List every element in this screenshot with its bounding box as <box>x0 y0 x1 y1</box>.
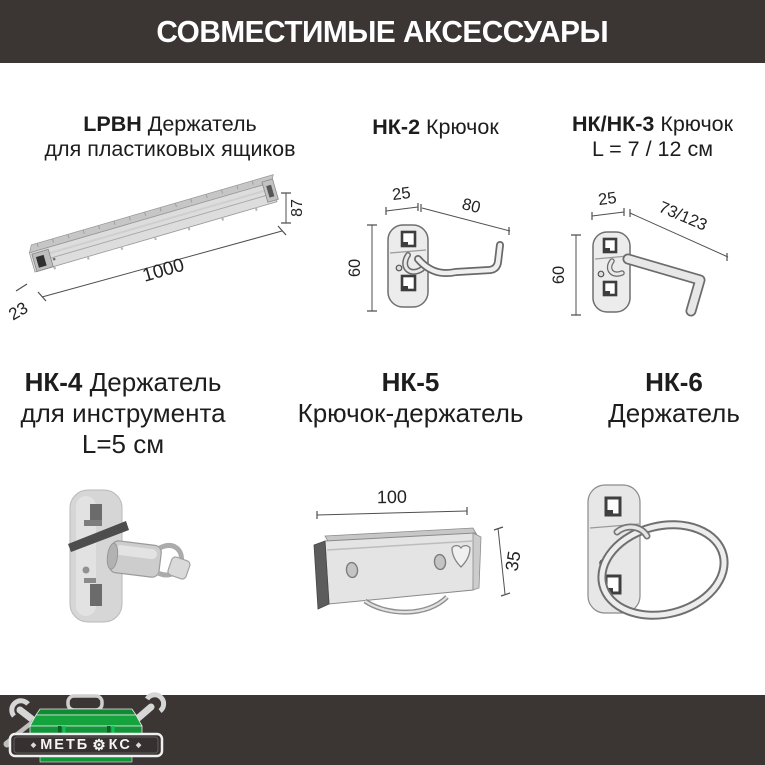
toolbox-icon <box>30 696 142 738</box>
product-title-lpbh <box>15 112 325 162</box>
dim-label-height: 87 <box>289 199 306 217</box>
holder-bar <box>314 528 481 612</box>
dim-label-height: 60 <box>346 258 364 278</box>
title-line <box>540 112 765 137</box>
model-name: НК-2 <box>372 115 421 139</box>
title-subtitle: для пластиковых ящиков <box>44 137 296 161</box>
type-name: Крючок-держатель <box>297 398 524 428</box>
brand-text-post: КС <box>108 737 132 753</box>
dimension-length <box>630 198 728 261</box>
model-name: НК-5 <box>381 367 440 397</box>
dim-label-length: 73/123 <box>656 198 710 235</box>
dim-label-length: 100 <box>376 486 408 508</box>
model-name: LPBH <box>83 112 142 136</box>
gear-icon: ⚙ <box>92 737 106 754</box>
title-line <box>338 115 533 140</box>
type-name: Крючок <box>660 112 734 136</box>
lpbh-rail-drawing <box>5 170 335 335</box>
model-name: НК-4 <box>24 367 83 397</box>
product-title-hk6 <box>553 367 765 429</box>
dimension-height <box>281 193 306 223</box>
dimension-length <box>317 487 467 519</box>
hk6-holder-drawing <box>575 470 740 640</box>
brand-name <box>10 734 162 756</box>
plate-slot-bottom <box>90 584 102 606</box>
dim-label-depth: 23 <box>5 298 32 325</box>
type-name: Держатель <box>147 112 257 136</box>
toolbox-lid <box>30 715 142 726</box>
dim-label-length: 80 <box>460 195 483 218</box>
page-title: СОВМЕСТИМЫЕ АКСЕССУАРЫ <box>156 13 609 49</box>
plate-hole <box>83 567 90 574</box>
dimension-height <box>346 225 377 311</box>
title-subtitle2: L=5 см <box>81 429 165 459</box>
hk4-holder-photo <box>48 480 193 635</box>
title-subtitle: L = 7 / 12 см <box>592 137 713 161</box>
dimension-height <box>494 527 525 596</box>
dimension-length <box>421 195 510 235</box>
type-name: Держатель <box>608 398 740 428</box>
title-line <box>2 367 244 398</box>
model-name: НК-6 <box>645 367 703 397</box>
plate-hole <box>396 265 402 271</box>
title-line <box>15 112 325 137</box>
hook-wire <box>418 245 500 273</box>
dim-label-height: 60 <box>550 265 568 285</box>
rail-body <box>27 175 281 275</box>
dim-label-width: 25 <box>597 188 618 210</box>
dimension-height <box>550 235 581 315</box>
type-name: Крючок <box>426 115 499 139</box>
brand-text-pre: МЕТБ <box>40 737 90 753</box>
model-name: НК/НК-3 <box>571 112 655 136</box>
product-title-hk4 <box>2 367 244 460</box>
dim-label-width: 25 <box>391 183 412 205</box>
hk2-hook-drawing <box>346 183 525 333</box>
product-title-hk5 <box>278 367 543 429</box>
type-name: Держатель <box>89 367 222 397</box>
header-bar <box>0 0 765 63</box>
hk3-hook-drawing <box>548 183 738 338</box>
toolbox-handle <box>68 696 102 710</box>
title-subtitle: для инструмента <box>20 398 226 428</box>
dimension-width <box>592 189 624 220</box>
product-title-hk2 <box>338 115 533 140</box>
diamond-icon: ◆ <box>135 742 142 749</box>
plate-hole <box>598 271 604 277</box>
dimension-width <box>386 184 418 215</box>
hook-bar <box>628 259 700 311</box>
hk5-holder-drawing <box>295 478 530 638</box>
product-title-hk3 <box>540 112 765 162</box>
dim-label-length: 1000 <box>140 254 187 287</box>
dimension-depth <box>5 284 31 324</box>
dim-label-height: 35 <box>501 549 525 573</box>
diamond-icon: ◆ <box>30 742 37 749</box>
